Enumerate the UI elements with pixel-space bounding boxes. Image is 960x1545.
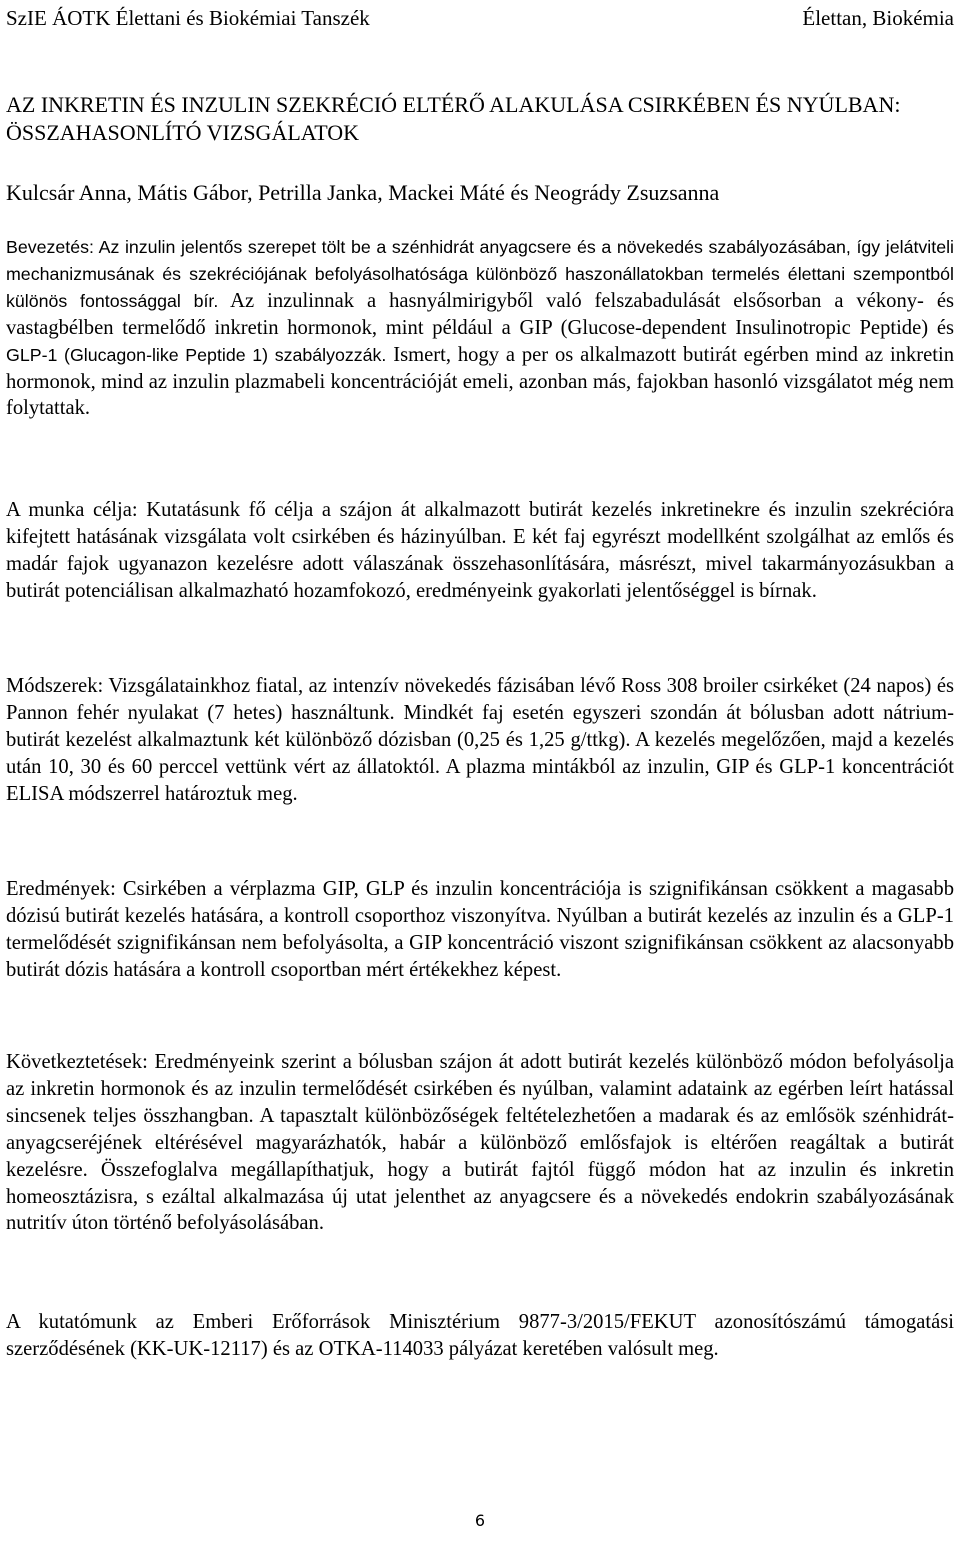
intro-text-a: Bevezetés: Az inzulin jelentős szerepet tölt be a szénhidrát anyagcsere és a növekedés szabályozásában, így jelátviteli mechanizmusának és szekréciójának befolyásolhatósága különböző haszonállatokban termelés élettani szempontból különös fontossággal bír. <box>6 237 954 311</box>
section-results: Eredmények: Csirkében a vérplazma GIP, GLP és inzulin koncentrációja is szignifikánsan csökkent a magasabb dózisú butirát kezelés hatására, a kontroll csoporthoz viszonyítva. Nyúlban a butirát kezelés az inzulin és a GLP-1 termelődését szignifikánsan nem befolyásolta, a GIP koncentráció viszont szignifikánsan csökkent az alacsonyabb butirát dózis hatására a kontroll csoportban mért értékekhez képest. <box>6 878 954 981</box>
section-aim: A munka célja: Kutatásunk fő célja a szájon át alkalmazott butirát kezelés inkretinekre és inzulin szekrécióra kifejtett hatásának vizsgálata volt csirkében és házinyúlban. E két faj egyrészt modellként szolgálhat az emlős és madár fajok ugyanazon kezelésre adott válaszának összehasonlítására, másrészt, mivel takarmányozásukban a butirát potenciálisan alkalmazható hozamfokozó, eredményeink gyakorlati jelentőséggel is bírnak. <box>6 499 954 602</box>
intro-text-c: GLP-1 (Glucagon-like Peptide 1) szabályozzák. <box>6 344 387 365</box>
page-number: 6 <box>474 1511 486 1530</box>
section-methods: Módszerek: Vizsgálatainkhoz fiatal, az intenzív növekedés fázisában lévő Ross 308 broiler csirkéket (24 napos) és Pannon fehér nyulakat (7 hetes) használtunk. Mindkét faj esetén egyszeri szondán át bólusban adott nátrium-butirát kezelést alkalmaztunk két különböző dózisban (0,25 és 1,25 g/ttkg). A kezelés megelőzően, majd a kezelés után 10, 30 és 60 perccel vettünk vért az állatoktól. A plazma mintákból az inzulin, GIP és GLP-1 koncentrációt ELISA módszerrel határoztuk meg. <box>6 675 954 805</box>
intro-text-d: Ismert, hogy a per os alkalmazott butirát egérben mind az inkretin hormonok, mind az inzulin plazmabeli koncentrációját emeli, azonban más, fajokban hasonló vizsgálatot még nem folytattak. <box>6 343 955 420</box>
section-conclusions: Következtetések: Eredményeink szerint a bólusban szájon át adott butirát kezelés különböző módon befolyásolja az inkretin hormonok és az inzulin termelődését csirkében és nyúlban, valamint adataink az egérben leírt hatással sincsenek teljes összhangban. A tapasztalt különbözőségek feltételezhetően a madarak és az emlősök szénhidrát-anyagcseréjének eltérésével magyarázhatók, habár a különböző emlősfajok is eltérően reagáltak a butirát kezelésre. Összefoglalva megállapíthatjuk, hogy a butirát fajtól függő módon hat az inzulin és inkretin homeosztázisra, s ezáltal alkalmazása új utat jelenthet az anyagcsere és a növekedés endokrin szabályozásának nutritív úton történő befolyásolásában. <box>6 1051 954 1235</box>
section-funding: A kutatómunk az Emberi Erőforrások Minisztérium 9877-3/2015/FEKUT azonosítószámú támogatási szerződésének (KK-UK-12117) és az OTKA-114033 pályázat keretében valósult meg. <box>6 1311 954 1360</box>
intro-text-b: Az inzulinnak a hasnyálmirigyből való felszabadulását elsősorban a vékony- és vastagbélben termelődő inkretin hormonok, mint például a GIP (Glucose-dependent Insulinotropic Peptide) és <box>6 289 954 339</box>
header-department: SzIE ÁOTK Élettani és Biokémiai Tanszék <box>6 6 370 30</box>
section-introduction <box>6 234 954 422</box>
page-header <box>6 6 954 36</box>
author-list: Kulcsár Anna, Mátis Gábor, Petrilla Janka, Mackei Máté és Neogrády Zsuzsanna <box>6 180 720 205</box>
document-title: AZ INKRETIN ÉS INZULIN SZEKRÉCIÓ ELTÉRŐ ALAKULÁSA CSIRKÉBEN ÉS NYÚLBAN: ÖSSZAHASONLÍTÓ VIZSGÁLATOK <box>6 92 901 145</box>
header-course: Élettan, Biokémia <box>802 6 954 30</box>
